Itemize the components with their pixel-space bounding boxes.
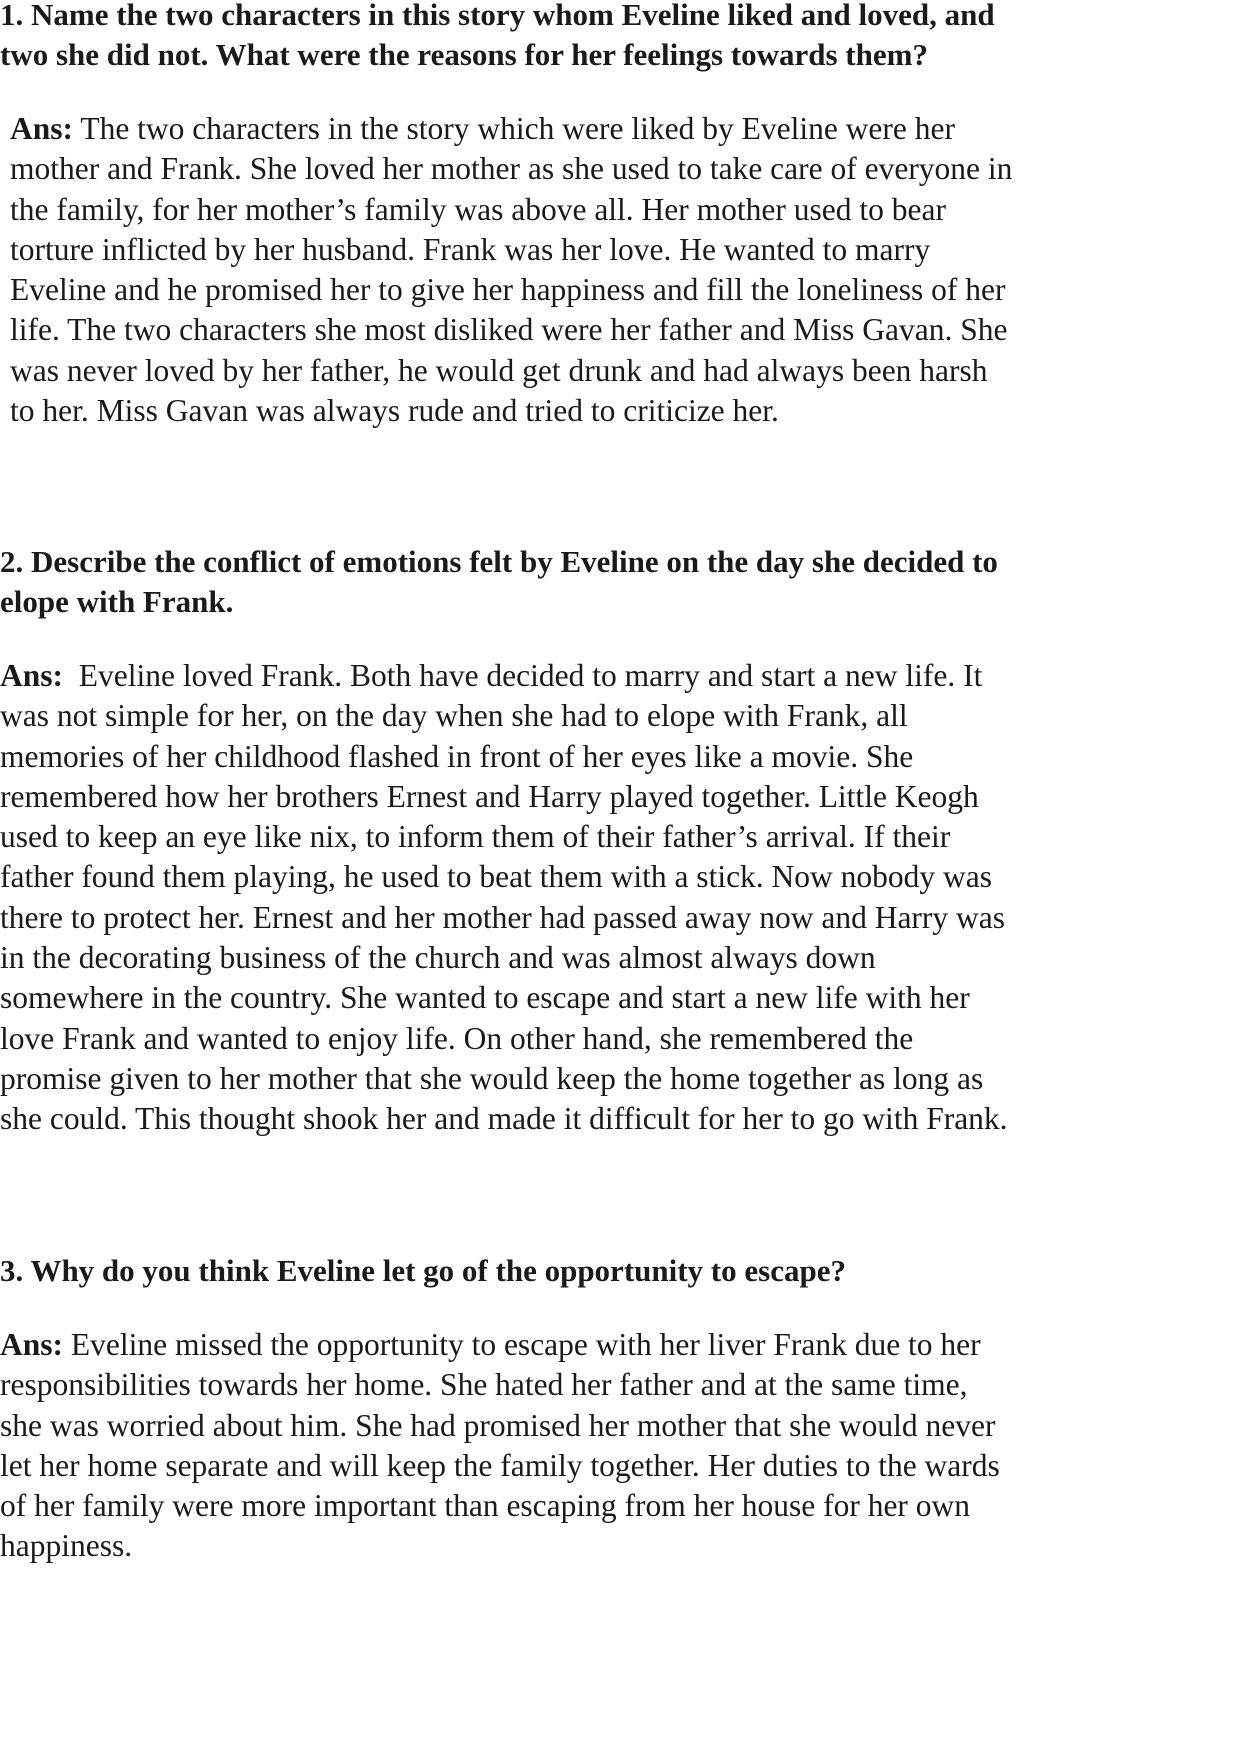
answer-2-line-6: father found them playing, he used to beat them with a stick. Now nobody was [0, 859, 993, 895]
answer-2-line-1-text: Eveline loved Frank. Both have decided to marry and start a new life. It [63, 658, 983, 693]
answer-3-line-4: let her home separate and will keep the family together. Her duties to the wards [0, 1447, 1000, 1483]
answer-3-line-2: responsibilities towards her home. She hated her father and at the same time, [0, 1367, 968, 1403]
answer-1-line-3: the family, for her mother’s family was above all. Her mother used to bear [10, 191, 946, 227]
answer-1-line-6: life. The two characters she most disliked were her father and Miss Gavan. She [10, 312, 1008, 348]
answer-1-line-7: was never loved by her father, he would get drunk and had always been harsh [10, 352, 988, 388]
question-1-line-1: 1. Name the two characters in this story whom Eveline liked and loved, and [0, 0, 995, 32]
answer-label: Ans: [10, 111, 74, 146]
answer-3-line-1-text: Eveline missed the opportunity to escape with her liver Frank due to her [63, 1327, 981, 1362]
answer-3-line-3: she was worried about him. She had promised her mother that she would never [0, 1407, 996, 1443]
answer-3 [0, 1325, 1240, 1567]
answer-1-line-1 [10, 109, 1249, 149]
answer-label: Ans: [0, 658, 64, 693]
question-2-line-1: 2. Describe the conflict of emotions felt by Eveline on the day she decided to [0, 544, 998, 579]
question-2-line-2: elope with Frank. [0, 584, 234, 620]
answer-1-line-4: torture inflicted by her husband. Frank was her love. He wanted to marry [10, 231, 931, 267]
answer-3-line-1 [0, 1325, 1240, 1365]
answer-2-line-7: there to protect her. Ernest and her mother had passed away now and Harry was [0, 899, 1006, 935]
answer-2-line-4: remembered how her brothers Ernest and Harry played together. Little Keogh [0, 778, 979, 814]
answer-1-line-5: Eveline and he promised her to give her happiness and fill the loneliness of her [10, 272, 1006, 308]
answer-2-line-1 [0, 656, 1240, 696]
answer-2-line-12: she could. This thought shook her and made it difficult for her to go with Frank. [0, 1101, 1008, 1137]
answer-3-line-6: happiness. [0, 1528, 133, 1564]
answer-2 [0, 656, 1240, 1140]
answer-2-line-3: memories of her childhood flashed in front of her eyes like a movie. She [0, 738, 914, 774]
question-2 [0, 542, 1240, 623]
answer-2-line-11: promise given to her mother that she would keep the home together as long as [0, 1060, 984, 1096]
answer-2-line-2: was not simple for her, on the day when she had to elope with Frank, all [0, 698, 908, 734]
answer-2-line-5: used to keep an eye like nix, to inform them of their father’s arrival. If their [0, 819, 951, 855]
question-3-line-1: 3. Why do you think Eveline let go of the opportunity to escape? [0, 1253, 846, 1288]
answer-2-line-9: somewhere in the country. She wanted to escape and start a new life with her [0, 980, 970, 1016]
answer-1-line-1-text: The two characters in the story which were liked by Eveline were her [73, 111, 955, 146]
answer-2-line-10: love Frank and wanted to enjoy life. On other hand, she remembered the [0, 1020, 914, 1056]
answer-1-line-2: mother and Frank. She loved her mother as she used to take care of everyone in [10, 151, 1013, 187]
answer-2-line-8: in the decorating business of the church and was almost always down [0, 940, 876, 976]
answer-label: Ans: [0, 1327, 64, 1362]
question-3 [0, 1251, 1240, 1291]
answer-1-line-8: to her. Miss Gavan was always rude and tried to criticize her. [10, 393, 779, 429]
question-1-line-2: two she did not. What were the reasons for her feelings towards them? [0, 37, 928, 73]
question-1 [0, 0, 1240, 76]
answer-3-line-5: of her family were more important than escaping from her house for her own [0, 1488, 971, 1524]
answer-1 [10, 109, 1249, 431]
